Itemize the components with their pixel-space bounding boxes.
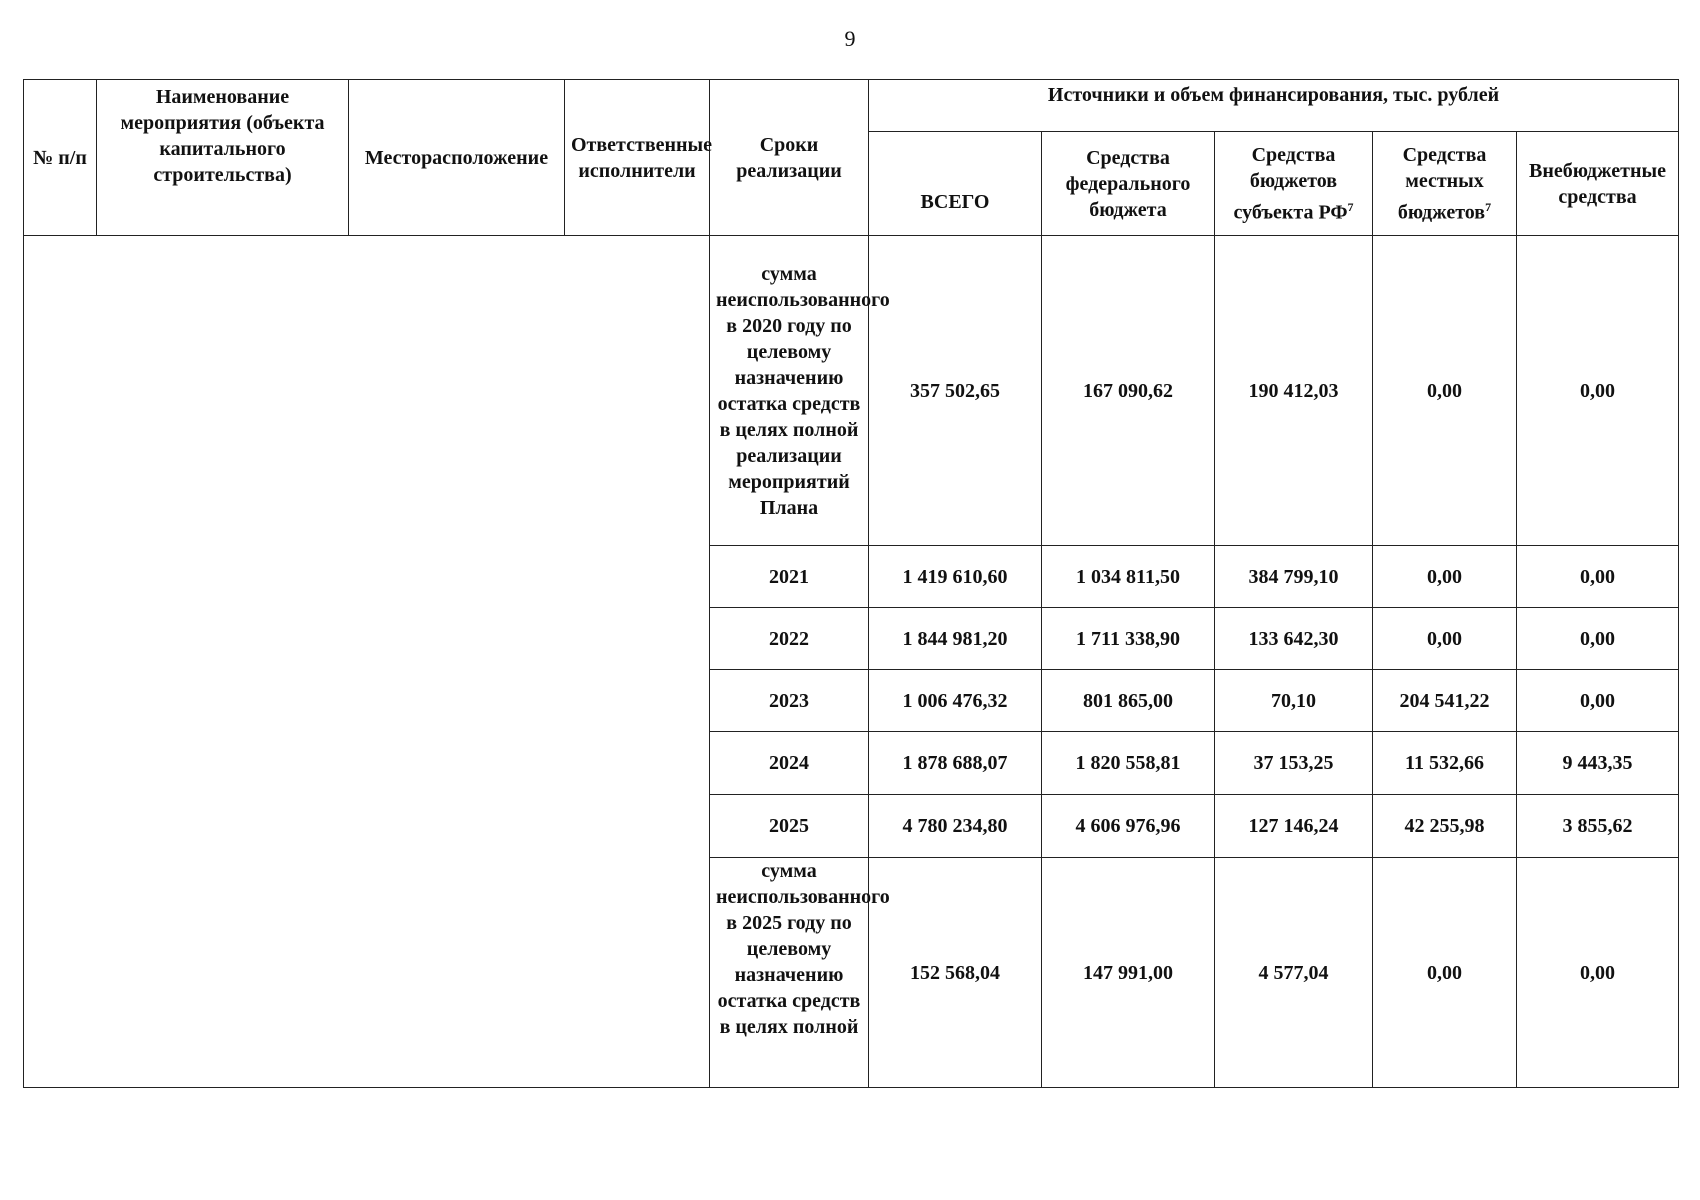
extra-cell: 0,00 [1517,608,1679,670]
regional-cell: 190 412,03 [1215,236,1373,546]
regional-cell: 133 642,30 [1215,608,1373,670]
period-cell: 2023 [710,670,869,732]
federal-cell: 167 090,62 [1042,236,1215,546]
header-name: Наименование мероприятия (объекта капитального строительства) [97,80,349,236]
extra-cell: 0,00 [1517,236,1679,546]
regional-cell: 127 146,24 [1215,795,1373,858]
extra-cell: 0,00 [1517,670,1679,732]
local-cell: 0,00 [1373,236,1517,546]
header-num: № п/п [24,80,97,236]
regional-cell: 37 153,25 [1215,732,1373,795]
regional-cell: 4 577,04 [1215,858,1373,1088]
period-cell: 2022 [710,608,869,670]
header-period: Сроки реализации [710,80,869,236]
period-cell: 2021 [710,546,869,608]
federal-cell: 1 711 338,90 [1042,608,1215,670]
local-cell: 0,00 [1373,608,1517,670]
page-number: 9 [844,26,856,51]
regional-cell: 70,10 [1215,670,1373,732]
period-cell: сумма неиспользованного в 2020 году по целевому назначению остатка средств в целях полной реализации мероприятий Плана [710,236,869,546]
merged-blank-cell [24,236,710,1088]
extra-cell: 0,00 [1517,858,1679,1088]
period-cell: 2024 [710,732,869,795]
total-cell: 1 878 688,07 [869,732,1042,795]
period-cell: сумма неиспользованного в 2025 году по целевому назначению остатка средств в целях полной [710,858,869,1088]
financing-table [23,79,1679,1088]
total-cell: 1 006 476,32 [869,670,1042,732]
table-row [24,236,1679,546]
header-total: ВСЕГО [869,132,1042,236]
local-cell: 204 541,22 [1373,670,1517,732]
total-cell: 152 568,04 [869,858,1042,1088]
extra-cell: 0,00 [1517,546,1679,608]
header-local: Средства местных бюджетов$^7$ [1373,132,1517,236]
total-cell: 4 780 234,80 [869,795,1042,858]
federal-cell: 1 820 558,81 [1042,732,1215,795]
federal-cell: 801 865,00 [1042,670,1215,732]
header-location: Месторасположение [349,80,565,236]
header-extra: Внебюджетные средства [1517,132,1679,236]
local-cell: 0,00 [1373,546,1517,608]
extra-cell: 3 855,62 [1517,795,1679,858]
period-cell: 2025 [710,795,869,858]
total-cell: 357 502,65 [869,236,1042,546]
total-cell: 1 419 610,60 [869,546,1042,608]
extra-cell: 9 443,35 [1517,732,1679,795]
federal-cell: 4 606 976,96 [1042,795,1215,858]
header-sources: Источники и объем финансирования, тыс. рублей [869,80,1679,132]
federal-cell: 1 034 811,50 [1042,546,1215,608]
total-cell: 1 844 981,20 [869,608,1042,670]
header-regional: Средства бюджетов субъекта $РФ^7$ [1215,132,1373,236]
header-responsible: Ответственные исполнители [565,80,710,236]
local-cell: 0,00 [1373,858,1517,1088]
local-cell: 11 532,66 [1373,732,1517,795]
regional-cell: 384 799,10 [1215,546,1373,608]
federal-cell: 147 991,00 [1042,858,1215,1088]
local-cell: 42 255,98 [1373,795,1517,858]
header-federal: Средства федерального бюджета [1042,132,1215,236]
